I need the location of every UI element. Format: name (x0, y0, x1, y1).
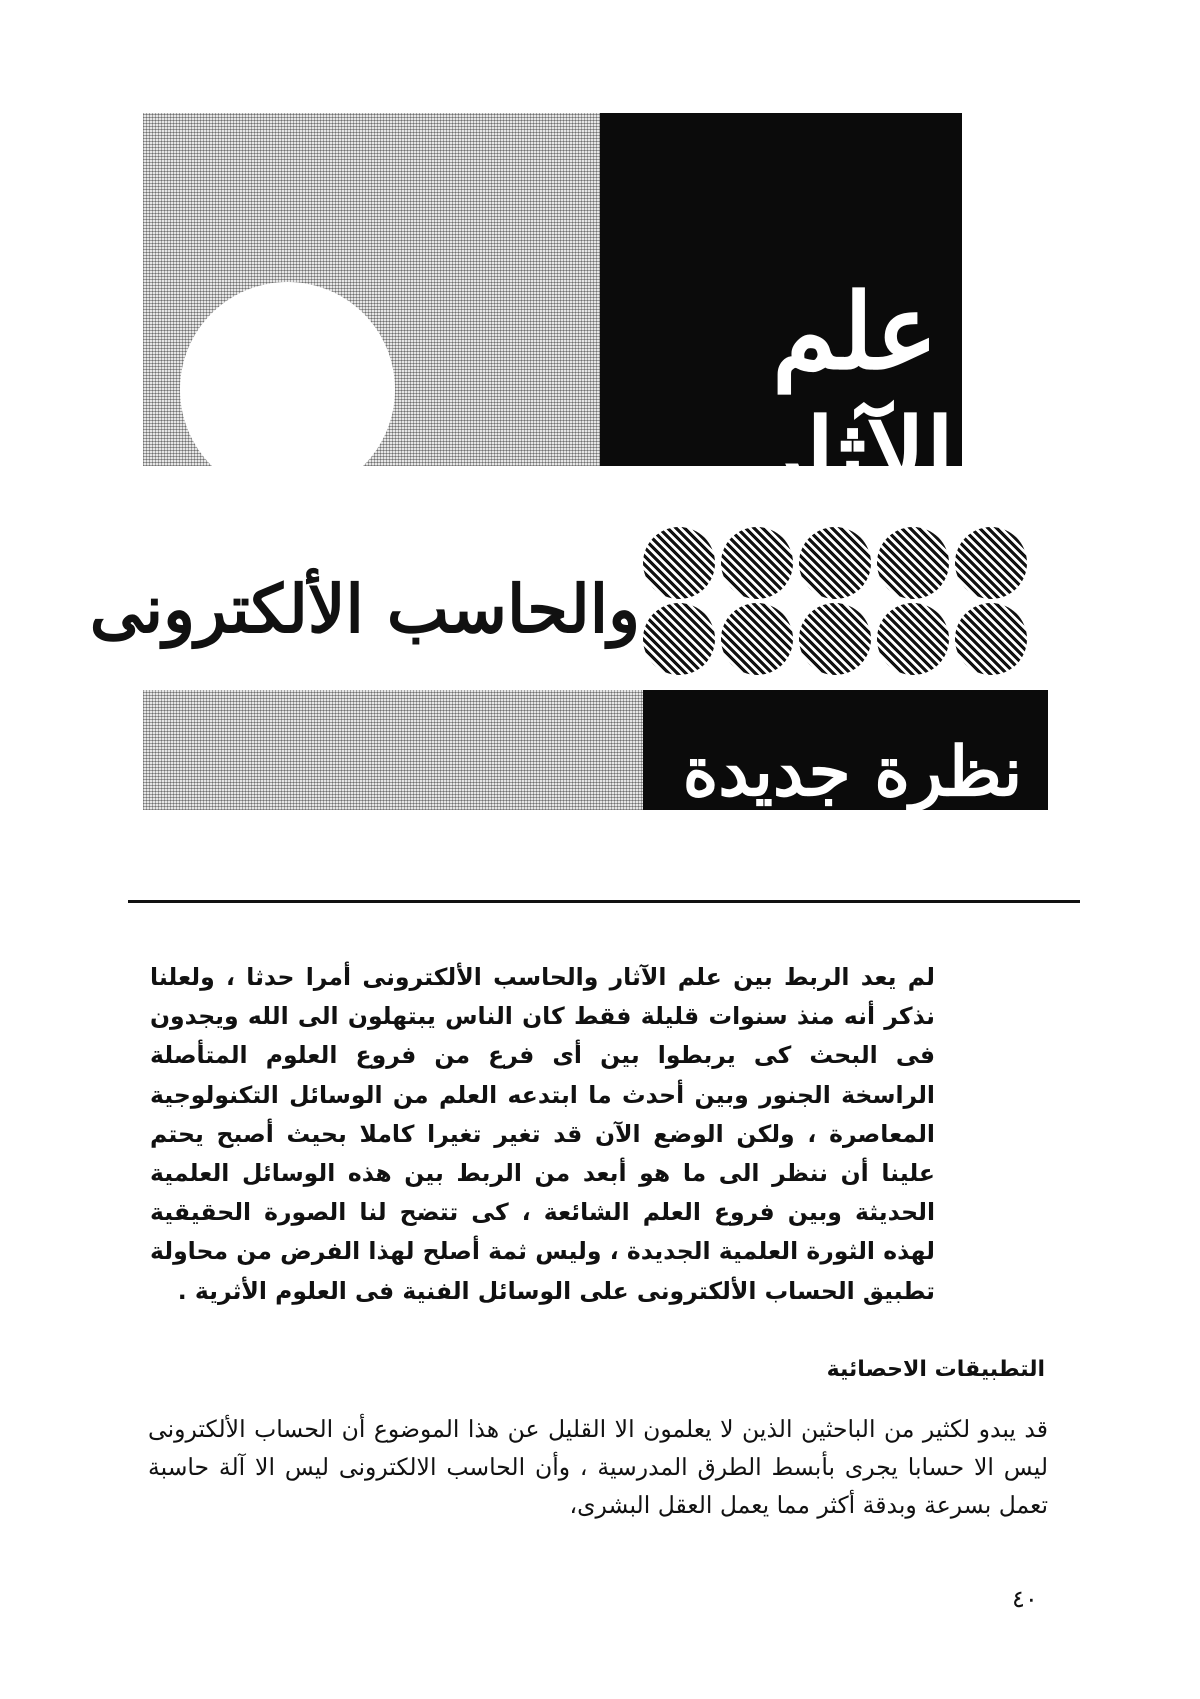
striped-dot (877, 603, 949, 675)
horizontal-rule (128, 900, 1080, 903)
white-circle-graphic (180, 282, 395, 497)
striped-dot (799, 603, 871, 675)
striped-dot (721, 603, 793, 675)
striped-dot (643, 527, 715, 599)
section-body: قد يبدو لكثير من الباحثين الذين لا يعلمون الا القليل عن هذا الموضوع أن الحساب الألكترونى ليس الا حسابا يجرى بأبسط الطرق المدرسية ، وأن الحاسب الالكترونى ليس الا آلة حاسبة تعمل بسرعة وبدقة أكثر مما يعمل العقل البشرى، (148, 1415, 1048, 1519)
article-title: علم الآثار (755, 270, 955, 518)
article-subtitle: والحاسب الألكترونى (89, 570, 640, 648)
intro-paragraph: لم يعد الربط بين علم الآثار والحاسب الألكترونى أمرا حدثا ، ولعلنا نذكر أنه منذ سنوات قليلة فقط كان الناس يبتهلون الى الله ويجدون فى البحث كى يربطوا بين أى فرع من فروع العلوم المتأصلة الراسخة الجنور وبين أحدث ما ابتدعه العلم من الوسائل التكنولوجية المعاصرة ، ولكن الوضع الآن قد تغير تغيرا كاملا بحيث أصبح يحتم علينا أن ننظر الى ما هو أبعد من الربط بين هذه الوسائل العلمية الحديثة وبين فروع العلم الشائعة ، كى تتضح لنا الصورة الحقيقية لهذه الثورة العلمية الجديدة ، وليس ثمة أصلح لهذا الفرض من محاولة تطبيق الحساب الألكترونى على الوسائل الفنية فى العلوم الأثرية . (150, 963, 935, 1305)
striped-dots-graphic (640, 527, 1060, 677)
striped-dot (955, 527, 1027, 599)
striped-dot (877, 527, 949, 599)
striped-dot (799, 527, 871, 599)
striped-dot (721, 527, 793, 599)
halftone-panel-bottom (143, 690, 643, 810)
section-heading: التطبيقات الاحصائية (826, 1357, 1045, 1382)
striped-dot (955, 603, 1027, 675)
page-number: ٤٠ (1012, 1585, 1038, 1613)
article-tagline: نظرة جديدة (682, 732, 1023, 812)
striped-dot (643, 603, 715, 675)
